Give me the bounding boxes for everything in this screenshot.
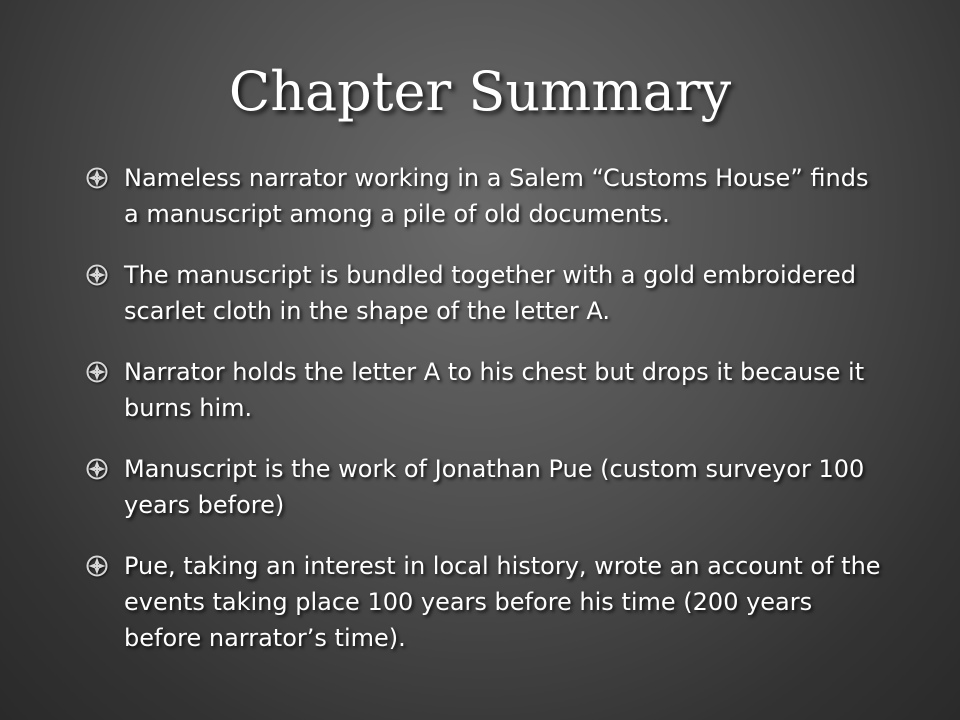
bullet-text: The manuscript is bundled together with a gold embroidered scarlet cloth in the shape of the letter A. [124,261,856,325]
bullet-item [80,451,890,523]
bullet-item [80,548,890,656]
wheel-bullet-icon [86,264,108,286]
bullet-text: Narrator holds the letter A to his chest but drops it because it burns him. [124,358,865,422]
wheel-bullet-icon [86,361,108,383]
wheel-bullet-icon [86,458,108,480]
bullet-item [80,257,890,329]
wheel-bullet-icon [86,555,108,577]
bullet-item [80,160,890,232]
bullet-text: Manuscript is the work of Jonathan Pue (custom surveyor 100 years before) [124,455,865,519]
bullet-text: Nameless narrator working in a Salem “Customs House” finds a manuscript among a pile of old documents. [124,164,869,228]
slide-title: Chapter Summary [228,60,732,123]
bullet-text: Pue, taking an interest in local history, wrote an account of the events taking place 100 years before his time (200 years before narrator’s time). [124,552,881,652]
wheel-bullet-icon [86,167,108,189]
bullet-item [80,354,890,426]
bullet-list [80,160,890,681]
